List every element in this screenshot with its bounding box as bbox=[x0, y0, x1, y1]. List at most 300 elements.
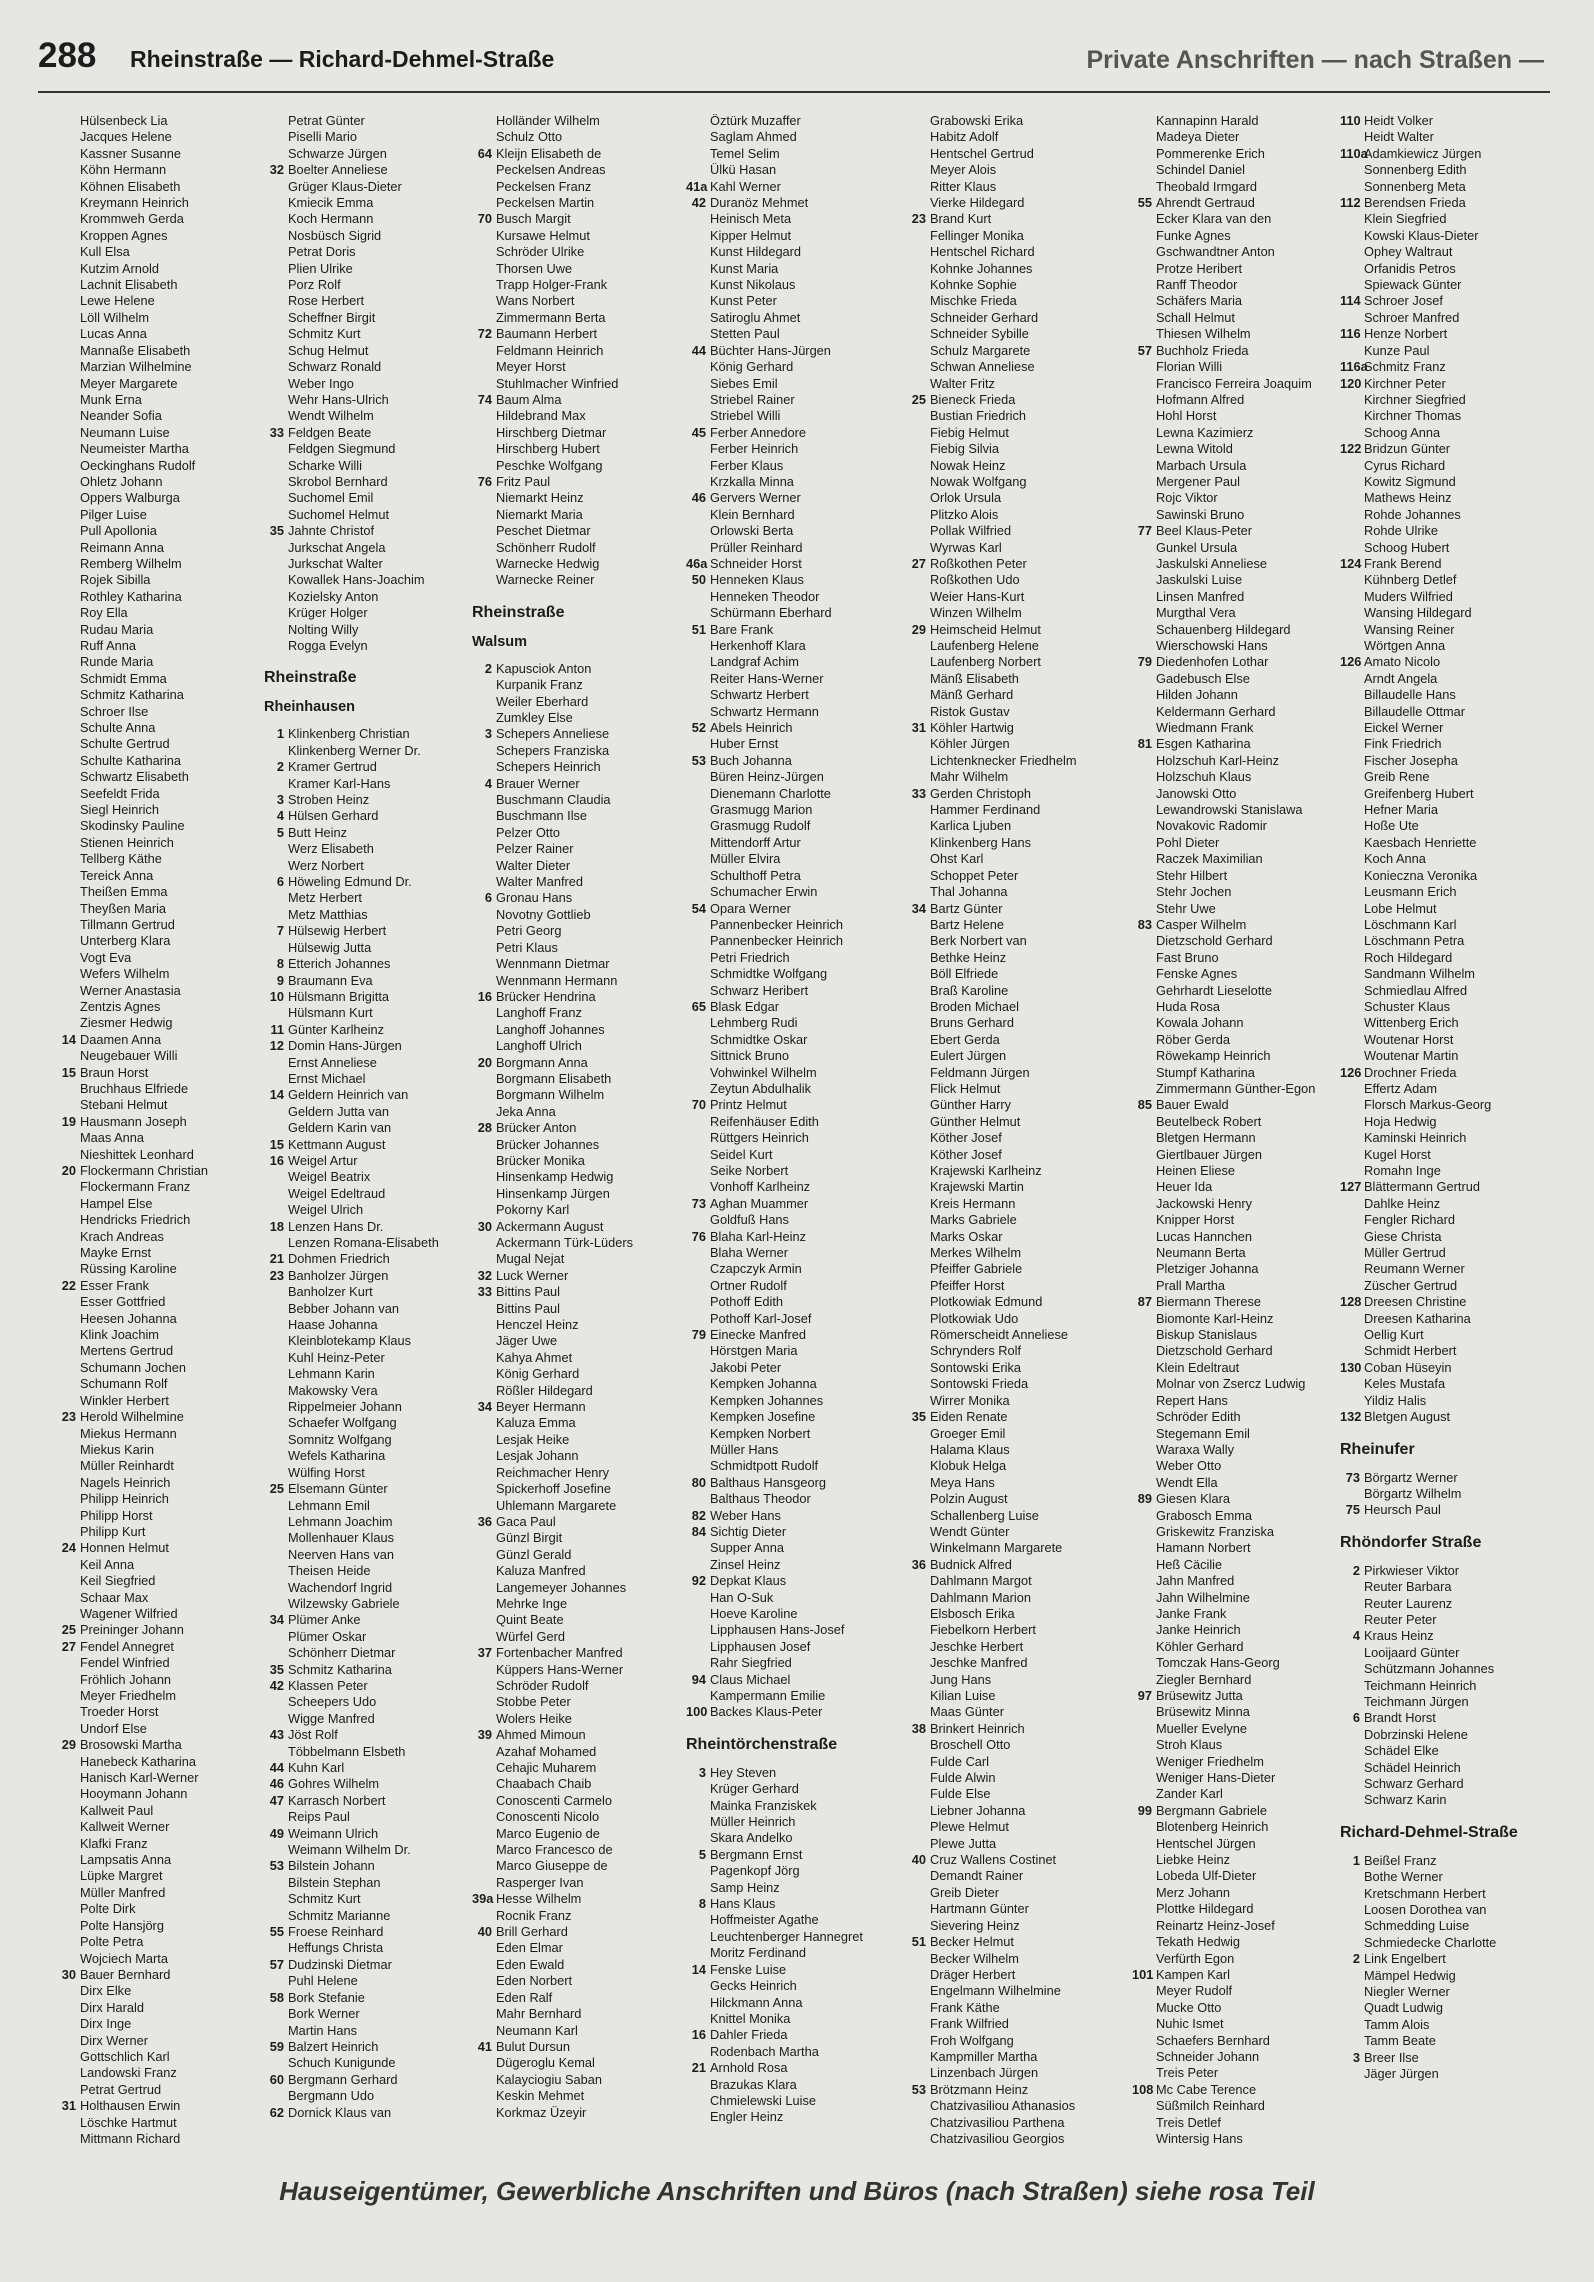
resident-name: Hans Klaus bbox=[710, 1896, 776, 1912]
resident-entry bbox=[56, 359, 256, 375]
house-number: 94 bbox=[691, 1671, 706, 1687]
street-heading: Rheintörchenstraße bbox=[686, 1735, 838, 1753]
resident-entry bbox=[906, 179, 1106, 195]
resident-entry bbox=[1340, 1196, 1540, 1212]
resident-name: Ruff Anna bbox=[80, 638, 136, 653]
resident-name: Mayke Ernst bbox=[80, 1245, 152, 1261]
resident-name: Plümer Anke bbox=[288, 1612, 361, 1628]
resident-name: Eden Norbert bbox=[496, 1973, 573, 1989]
resident-name: Schauenberg Hildegard bbox=[1156, 621, 1291, 637]
resident-name: Fulde Carl bbox=[930, 1753, 990, 1769]
resident-entry bbox=[686, 1179, 886, 1195]
resident-name: Wyrwas Karl bbox=[930, 539, 1002, 555]
resident-name: Heffungs Christa bbox=[288, 1940, 384, 1956]
resident-entry bbox=[1132, 326, 1332, 342]
resident-entry bbox=[264, 1514, 464, 1530]
resident-name: Pannenbecker Heinrich bbox=[710, 916, 844, 932]
house-number: 81 bbox=[1137, 736, 1152, 752]
resident-entry bbox=[56, 1081, 256, 1097]
house-number: 126 bbox=[1340, 654, 1362, 670]
resident-name: Rohde Ulrike bbox=[1364, 523, 1438, 539]
resident-name: Bletgen August bbox=[1364, 1409, 1451, 1425]
resident-entry bbox=[56, 1048, 256, 1064]
resident-entry bbox=[906, 917, 1106, 933]
resident-entry bbox=[906, 1278, 1106, 1294]
resident-entry bbox=[56, 769, 256, 785]
resident-name: Mahr Bernhard bbox=[496, 2006, 582, 2022]
resident-entry bbox=[56, 1819, 256, 1835]
resident-entry bbox=[472, 973, 672, 989]
resident-entry bbox=[906, 1491, 1106, 1507]
resident-entry bbox=[472, 244, 672, 260]
resident-entry bbox=[906, 1475, 1106, 1491]
resident-name: Heuer Ida bbox=[1156, 1179, 1213, 1195]
resident-name: Buschmann Claudia bbox=[496, 792, 611, 808]
resident-name: Skara Andelko bbox=[710, 1830, 793, 1846]
resident-entry bbox=[472, 1333, 672, 1349]
resident-name: Günther Helmut bbox=[930, 1113, 1021, 1129]
resident-name: Hörstgen Maria bbox=[710, 1343, 798, 1359]
resident-entry bbox=[472, 556, 672, 572]
resident-entry bbox=[1340, 589, 1540, 605]
resident-entry bbox=[472, 923, 672, 939]
resident-name: Stienen Heinrich bbox=[80, 834, 174, 850]
resident-name: Klinkenberg Christian bbox=[288, 726, 410, 742]
resident-entry bbox=[1340, 1486, 1540, 1502]
resident-name: Kunst Nikolaus bbox=[710, 277, 796, 293]
resident-name: Groeger Emil bbox=[930, 1425, 1006, 1441]
resident-entry bbox=[1340, 1853, 1540, 1869]
resident-name: Adamkiewicz Jürgen bbox=[1364, 145, 1482, 161]
resident-entry bbox=[1340, 1869, 1540, 1885]
resident-name: Lehmann Karin bbox=[288, 1366, 375, 1382]
resident-entry bbox=[906, 818, 1106, 834]
resident-name: Wendt Ella bbox=[1156, 1474, 1218, 1490]
house-number: 47 bbox=[269, 1792, 284, 1808]
resident-name: Scheffner Birgit bbox=[288, 309, 376, 325]
resident-entry bbox=[1132, 2033, 1332, 2049]
resident-name: Temel Selim bbox=[710, 145, 780, 161]
resident-name: Kramer Karl-Hans bbox=[288, 775, 391, 791]
resident-name: Orlok Ursula bbox=[930, 490, 1002, 506]
resident-entry bbox=[472, 523, 672, 539]
resident-entry bbox=[472, 211, 672, 227]
house-number: 3 bbox=[276, 792, 284, 808]
resident-entry bbox=[1132, 1229, 1332, 1245]
house-number: 6 bbox=[276, 874, 284, 890]
resident-entry bbox=[1132, 1803, 1332, 1819]
resident-entry bbox=[472, 776, 672, 792]
resident-name: Schwarze Jürgen bbox=[288, 145, 387, 161]
resident-entry bbox=[906, 1229, 1106, 1245]
resident-entry bbox=[1132, 244, 1332, 260]
resident-name: Philipp Heinrich bbox=[80, 1491, 169, 1507]
resident-entry bbox=[472, 1826, 672, 1842]
house-number: 45 bbox=[691, 424, 706, 440]
resident-name: Reimann Anna bbox=[80, 539, 164, 555]
resident-entry bbox=[1340, 1612, 1540, 1628]
resident-entry bbox=[686, 638, 886, 654]
resident-name: Spickerhoff Josefine bbox=[496, 1481, 612, 1497]
resident-entry bbox=[1132, 572, 1332, 588]
resident-name: Depkat Klaus bbox=[710, 1573, 787, 1589]
resident-entry bbox=[686, 1606, 886, 1622]
resident-name: Pletziger Johanna bbox=[1156, 1261, 1259, 1277]
resident-name: Mc Cabe Terence bbox=[1156, 2081, 1257, 2097]
resident-entry bbox=[56, 540, 256, 556]
house-number: 79 bbox=[1137, 654, 1152, 670]
resident-entry bbox=[1340, 1393, 1540, 1409]
house-number: 42 bbox=[269, 1677, 284, 1693]
resident-name: Meyer Alois bbox=[930, 162, 997, 178]
resident-name: Schmidtke Oskar bbox=[710, 1031, 808, 1047]
resident-entry bbox=[1132, 1934, 1332, 1950]
resident-name: Sittnick Bruno bbox=[710, 1048, 789, 1064]
resident-entry bbox=[906, 736, 1106, 752]
resident-name: Brüsewitz Jutta bbox=[1156, 1688, 1243, 1703]
house-number: 116 bbox=[1340, 326, 1361, 342]
resident-name: Schulthoff Petra bbox=[710, 867, 801, 883]
resident-entry bbox=[56, 1015, 256, 1031]
resident-entry bbox=[264, 441, 464, 457]
resident-name: Klassen Peter bbox=[288, 1677, 368, 1693]
resident-name: Neumann Luise bbox=[80, 424, 170, 440]
resident-name: Walter Fritz bbox=[930, 375, 995, 391]
resident-name: Ohletz Johann bbox=[80, 473, 163, 489]
resident-name: Krüger Gerhard bbox=[710, 1781, 799, 1797]
house-number: 8 bbox=[698, 1896, 706, 1912]
resident-entry bbox=[1340, 1311, 1540, 1327]
resident-name: Mämpel Hedwig bbox=[1364, 1967, 1456, 1983]
resident-name: Pull Apollonia bbox=[80, 523, 157, 539]
resident-entry bbox=[906, 2049, 1106, 2065]
resident-entry bbox=[1340, 654, 1540, 670]
resident-name: Kowitz Sigmund bbox=[1364, 473, 1456, 489]
resident-entry bbox=[686, 1442, 886, 1458]
resident-entry bbox=[264, 228, 464, 244]
resident-name: Kmiecik Emma bbox=[288, 195, 374, 211]
resident-entry bbox=[264, 1415, 464, 1431]
resident-entry bbox=[472, 1350, 672, 1366]
resident-entry bbox=[472, 1415, 672, 1431]
resident-entry bbox=[906, 392, 1106, 408]
resident-name: Ohst Karl bbox=[930, 851, 984, 867]
resident-entry bbox=[686, 359, 886, 375]
resident-entry bbox=[686, 786, 886, 802]
resident-name: Petri Klaus bbox=[496, 939, 558, 955]
resident-name: Knipper Horst bbox=[1156, 1212, 1235, 1228]
resident-entry bbox=[686, 211, 886, 227]
house-number: 84 bbox=[691, 1523, 706, 1539]
resident-name: Nowak Wolfgang bbox=[930, 473, 1027, 489]
resident-entry bbox=[56, 261, 256, 277]
resident-entry bbox=[686, 1475, 886, 1491]
resident-entry bbox=[472, 1055, 672, 1071]
resident-name: Rocnik Franz bbox=[496, 1907, 572, 1923]
resident-name: Philipp Horst bbox=[80, 1507, 153, 1523]
resident-entry bbox=[264, 458, 464, 474]
resident-name: Seike Norbert bbox=[710, 1163, 789, 1178]
resident-name: Samp Heinz bbox=[710, 1879, 780, 1895]
resident-name: Hinsenkamp Jürgen bbox=[496, 1185, 610, 1201]
resident-entry bbox=[906, 2131, 1106, 2147]
resident-entry bbox=[1132, 851, 1332, 867]
resident-entry bbox=[1132, 1951, 1332, 1967]
resident-entry bbox=[1132, 605, 1332, 621]
resident-entry bbox=[1340, 1628, 1540, 1644]
resident-entry bbox=[1340, 884, 1540, 900]
resident-entry bbox=[686, 261, 886, 277]
resident-name: Blaha Werner bbox=[710, 1245, 789, 1261]
house-number: 14 bbox=[61, 1031, 76, 1047]
resident-entry bbox=[472, 1678, 672, 1694]
house-number: 82 bbox=[691, 1507, 706, 1523]
resident-entry bbox=[1132, 687, 1332, 703]
resident-name: Fast Bruno bbox=[1156, 949, 1219, 965]
resident-name: Han O-Suk bbox=[710, 1589, 774, 1605]
resident-name: Balthaus Theodor bbox=[710, 1491, 811, 1507]
resident-entry bbox=[1340, 2000, 1540, 2016]
resident-entry bbox=[264, 1760, 464, 1776]
resident-name: Budnick Alfred bbox=[930, 1556, 1012, 1572]
resident-name: Winzen Wilhelm bbox=[930, 605, 1022, 621]
resident-name: Banholzer Kurt bbox=[288, 1284, 373, 1300]
resident-name: Pommerenke Erich bbox=[1156, 145, 1265, 161]
resident-entry bbox=[56, 2049, 256, 2065]
house-number: 52 bbox=[691, 720, 706, 736]
resident-entry bbox=[264, 874, 464, 890]
resident-entry bbox=[686, 654, 886, 670]
resident-entry bbox=[1132, 1622, 1332, 1638]
resident-entry bbox=[56, 1934, 256, 1950]
resident-name: Heesen Johanna bbox=[80, 1310, 177, 1326]
resident-entry bbox=[472, 1940, 672, 1956]
resident-entry bbox=[56, 376, 256, 392]
resident-name: Öztürk Muzaffer bbox=[710, 113, 801, 128]
resident-name: Meya Hans bbox=[930, 1474, 995, 1490]
resident-entry bbox=[1340, 1968, 1540, 1984]
resident-name: Hinsenkamp Hedwig bbox=[496, 1169, 614, 1185]
resident-name: Czapczyk Armin bbox=[710, 1261, 802, 1277]
resident-entry bbox=[686, 458, 886, 474]
resident-name: Brinkert Heinrich bbox=[930, 1720, 1025, 1736]
resident-entry bbox=[472, 1301, 672, 1317]
resident-name: Schmiedlau Alfred bbox=[1364, 982, 1468, 998]
resident-name: Günther Harry bbox=[930, 1097, 1012, 1113]
resident-name: Molnar von Zsercz Ludwig bbox=[1156, 1376, 1306, 1392]
resident-name: Stobbe Peter bbox=[496, 1694, 571, 1710]
resident-entry bbox=[56, 1114, 256, 1130]
resident-name: Wigge Manfred bbox=[288, 1710, 375, 1726]
resident-entry bbox=[1132, 179, 1332, 195]
resident-name: Fritz Paul bbox=[496, 473, 551, 489]
resident-entry bbox=[472, 1268, 672, 1284]
resident-name: Keil Siegfried bbox=[80, 1573, 156, 1589]
resident-entry bbox=[56, 228, 256, 244]
resident-entry bbox=[686, 933, 886, 949]
resident-name: Verfürth Egon bbox=[1156, 1950, 1235, 1966]
resident-name: Dietzschold Gerhard bbox=[1156, 1343, 1273, 1359]
resident-entry bbox=[1132, 1294, 1332, 1310]
resident-entry bbox=[56, 1803, 256, 1819]
resident-name: Wülfing Horst bbox=[288, 1464, 365, 1480]
resident-name: Müller Gertrud bbox=[1364, 1245, 1446, 1261]
house-number: 92 bbox=[691, 1573, 706, 1589]
house-number: 34 bbox=[269, 1612, 284, 1628]
resident-name: Kursawe Helmut bbox=[496, 227, 590, 243]
resident-name: Wörtgen Anna bbox=[1364, 638, 1446, 653]
resident-name: Petri Georg bbox=[496, 923, 562, 939]
resident-entry bbox=[906, 1524, 1106, 1540]
resident-name: Laufenberg Norbert bbox=[930, 654, 1041, 670]
resident-name: Luck Werner bbox=[496, 1267, 569, 1283]
resident-name: Stumpf Katharina bbox=[1156, 1064, 1255, 1080]
resident-name: Prüller Reinhard bbox=[710, 539, 803, 555]
resident-name: Leusmann Erich bbox=[1364, 884, 1457, 900]
resident-name: Froese Reinhard bbox=[288, 1924, 384, 1940]
resident-entry bbox=[906, 671, 1106, 687]
resident-entry bbox=[906, 1458, 1106, 1474]
resident-entry bbox=[906, 753, 1106, 769]
resident-name: Teichmann Jürgen bbox=[1364, 1693, 1469, 1709]
resident-entry bbox=[1132, 2098, 1332, 2114]
resident-name: Striebel Rainer bbox=[710, 391, 795, 407]
resident-name: Jeschke Manfred bbox=[930, 1655, 1028, 1671]
resident-entry bbox=[906, 1573, 1106, 1589]
resident-name: Kaesbach Henriette bbox=[1364, 834, 1477, 850]
resident-entry bbox=[1340, 1563, 1540, 1579]
resident-name: Klein Edeltraut bbox=[1156, 1359, 1240, 1375]
resident-entry bbox=[264, 2072, 464, 2088]
resident-entry bbox=[906, 1951, 1106, 1967]
resident-entry bbox=[264, 1711, 464, 1727]
resident-name: Neugebauer Willi bbox=[80, 1048, 178, 1064]
resident-name: Trapp Holger-Frank bbox=[496, 277, 608, 293]
resident-entry bbox=[686, 1704, 886, 1720]
resident-name: Looijaard Günter bbox=[1364, 1644, 1460, 1660]
resident-name: Schaar Max bbox=[80, 1589, 149, 1605]
resident-entry bbox=[472, 1087, 672, 1103]
resident-name: Fink Friedrich bbox=[1364, 736, 1442, 752]
resident-entry bbox=[1340, 1261, 1540, 1277]
resident-entry bbox=[472, 1498, 672, 1514]
house-number: 25 bbox=[911, 391, 926, 407]
resident-name: Fenske Luise bbox=[710, 1961, 787, 1977]
house-number: 2 bbox=[1352, 1562, 1360, 1578]
resident-name: Mischke Frieda bbox=[930, 293, 1017, 309]
resident-entry bbox=[1340, 343, 1540, 359]
resident-entry bbox=[56, 1672, 256, 1688]
house-number: 24 bbox=[61, 1540, 76, 1556]
resident-name: Fiebig Silvia bbox=[930, 441, 999, 457]
house-number: 14 bbox=[691, 1961, 706, 1977]
house-number: 108 bbox=[1132, 2081, 1154, 2097]
resident-name: Janke Heinrich bbox=[1156, 1622, 1241, 1638]
resident-entry bbox=[472, 1399, 672, 1415]
resident-entry bbox=[264, 343, 464, 359]
resident-name: Unterberg Klara bbox=[80, 933, 171, 949]
resident-name: Holzschuh Karl-Heinz bbox=[1156, 752, 1280, 768]
resident-entry bbox=[1132, 917, 1332, 933]
resident-entry bbox=[1340, 818, 1540, 834]
house-number: 112 bbox=[1340, 195, 1361, 211]
resident-name: Mueller Evelyne bbox=[1156, 1720, 1248, 1736]
resident-name: Fortenbacher Manfred bbox=[496, 1645, 623, 1661]
resident-name: Reuter Peter bbox=[1364, 1611, 1437, 1627]
resident-entry bbox=[56, 458, 256, 474]
resident-name: Bothe Werner bbox=[1364, 1869, 1443, 1885]
resident-entry bbox=[56, 1770, 256, 1786]
resident-entry bbox=[1340, 1596, 1540, 1612]
resident-name: Nieshittek Leonhard bbox=[80, 1146, 194, 1162]
resident-name: Striebel Willi bbox=[710, 408, 781, 424]
house-number: 80 bbox=[691, 1474, 706, 1490]
resident-name: Spiewack Günter bbox=[1364, 277, 1462, 293]
resident-entry bbox=[686, 129, 886, 145]
resident-entry bbox=[56, 950, 256, 966]
resident-name: Holzschuh Klaus bbox=[1156, 769, 1252, 785]
resident-name: Reips Paul bbox=[288, 1809, 350, 1825]
resident-entry bbox=[1340, 2066, 1540, 2082]
resident-entry bbox=[1340, 622, 1540, 638]
house-number: 20 bbox=[61, 1163, 76, 1178]
resident-entry bbox=[56, 244, 256, 260]
resident-name: Blotenberg Heinrich bbox=[1156, 1819, 1269, 1835]
resident-name: Köther Josef bbox=[930, 1130, 1002, 1146]
resident-entry bbox=[264, 605, 464, 621]
resident-entry bbox=[1132, 1901, 1332, 1917]
resident-name: Braumann Eva bbox=[288, 972, 373, 988]
resident-entry bbox=[686, 835, 886, 851]
resident-name: Schindel Daniel bbox=[1156, 162, 1245, 178]
resident-name: Siebes Emil bbox=[710, 375, 778, 391]
resident-name: Krajewski Martin bbox=[930, 1179, 1024, 1195]
resident-entry bbox=[472, 376, 672, 392]
resident-entry bbox=[56, 1458, 256, 1474]
resident-name: Beel Klaus-Peter bbox=[1156, 523, 1253, 539]
resident-entry bbox=[906, 1294, 1106, 1310]
house-number: 72 bbox=[477, 326, 492, 342]
resident-entry bbox=[264, 1055, 464, 1071]
resident-entry bbox=[906, 1967, 1106, 1983]
resident-entry bbox=[686, 1458, 886, 1474]
resident-entry bbox=[686, 1163, 886, 1179]
resident-name: Kirchner Peter bbox=[1364, 375, 1446, 391]
resident-name: Römerscheidt Anneliese bbox=[930, 1327, 1068, 1343]
resident-entry bbox=[1340, 540, 1540, 556]
resident-entry bbox=[56, 129, 256, 145]
resident-entry bbox=[56, 1983, 256, 1999]
resident-entry bbox=[472, 677, 672, 693]
resident-name: Mahr Wilhelm bbox=[930, 769, 1009, 785]
resident-entry bbox=[1340, 1114, 1540, 1130]
house-number: 49 bbox=[269, 1825, 284, 1841]
resident-name: Polzin August bbox=[930, 1491, 1008, 1507]
resident-entry bbox=[264, 326, 464, 342]
resident-entry bbox=[1132, 1196, 1332, 1212]
resident-entry bbox=[1340, 1360, 1540, 1376]
resident-name: Walter Dieter bbox=[496, 857, 571, 873]
resident-name: Kunst Maria bbox=[710, 260, 779, 276]
resident-name: Lehmann Emil bbox=[288, 1497, 370, 1513]
resident-name: Krommweh Gerda bbox=[80, 211, 184, 227]
resident-name: Günzl Gerald bbox=[496, 1546, 572, 1562]
house-number: 37 bbox=[477, 1645, 492, 1661]
resident-entry bbox=[472, 1744, 672, 1760]
resident-entry bbox=[906, 1557, 1106, 1573]
house-number: 73 bbox=[1345, 1469, 1360, 1485]
resident-entry bbox=[264, 376, 464, 392]
